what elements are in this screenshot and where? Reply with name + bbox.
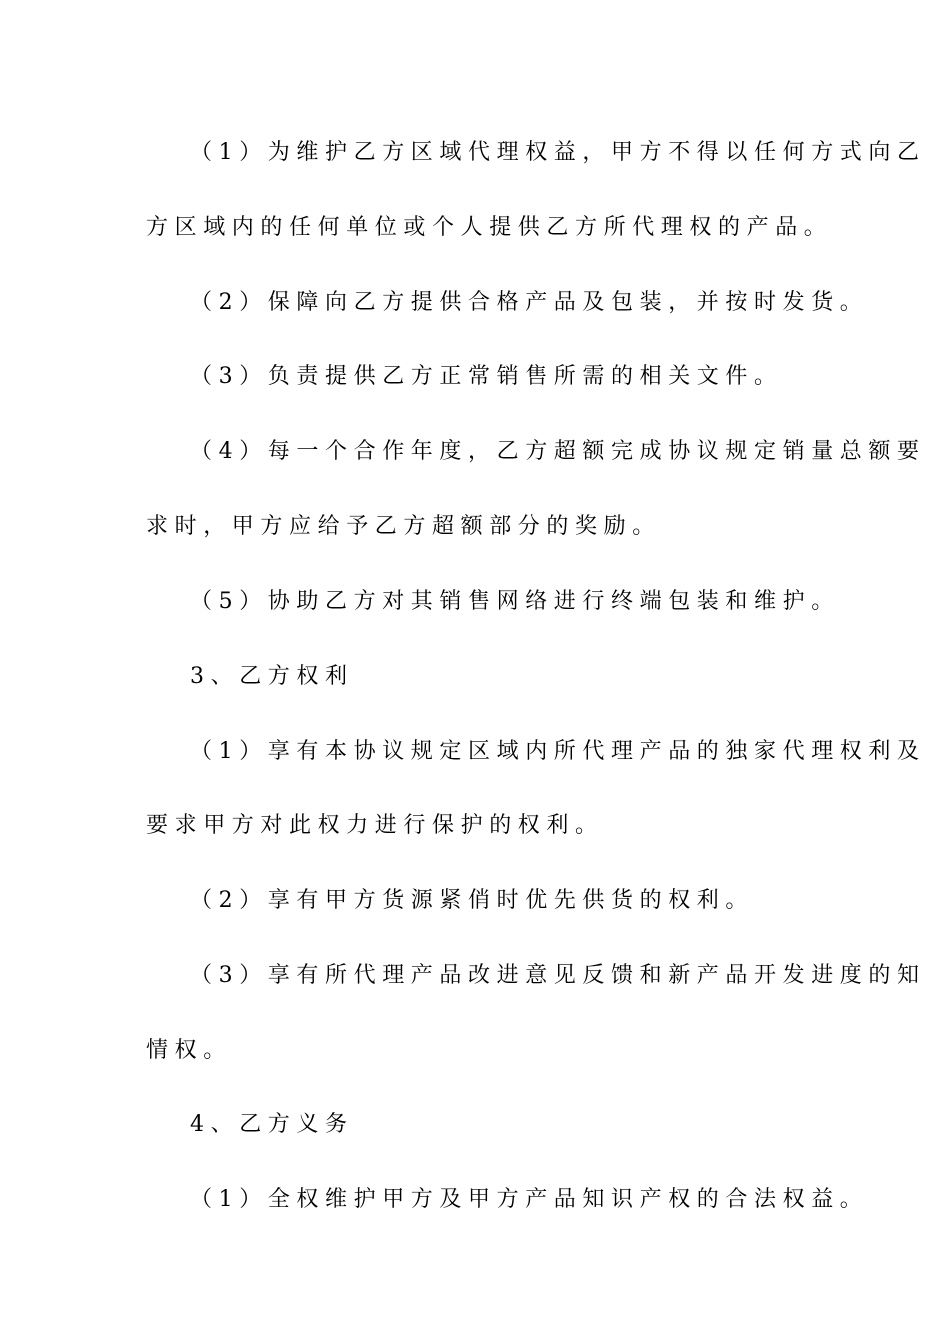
paragraph-line: （1）全权维护甲方及甲方产品知识产权的合法权益。: [190, 1187, 869, 1212]
paragraph-line: （1）享有本协议规定区域内所代理产品的独家代理权利及: [190, 739, 926, 764]
paragraph-line: （2）保障向乙方提供合格产品及包装，并按时发货。: [190, 290, 869, 315]
section-heading: 3、乙方权利: [190, 664, 354, 689]
paragraph-line: 情权。: [146, 1038, 232, 1063]
section-heading: 4、乙方义务: [190, 1112, 354, 1137]
paragraph-line: （3）负责提供乙方正常销售所需的相关文件。: [190, 364, 783, 389]
paragraph-line: 方区域内的任何单位或个人提供乙方所代理权的产品。: [146, 215, 833, 240]
paragraph-line: （4）每一个合作年度，乙方超额完成协议规定销量总额要: [190, 439, 926, 464]
paragraph-line: （5）协助乙方对其销售网络进行终端包装和维护。: [190, 589, 840, 614]
paragraph-line: 要求甲方对此权力进行保护的权利。: [146, 813, 604, 838]
paragraph-line: （3）享有所代理产品改进意见反馈和新产品开发进度的知: [190, 963, 926, 988]
paragraph-line: （1）为维护乙方区域代理权益，甲方不得以任何方式向乙: [190, 140, 926, 165]
paragraph-line: （2）享有甲方货源紧俏时优先供货的权利。: [190, 888, 754, 913]
paragraph-line: 求时，甲方应给予乙方超额部分的奖励。: [146, 514, 661, 539]
